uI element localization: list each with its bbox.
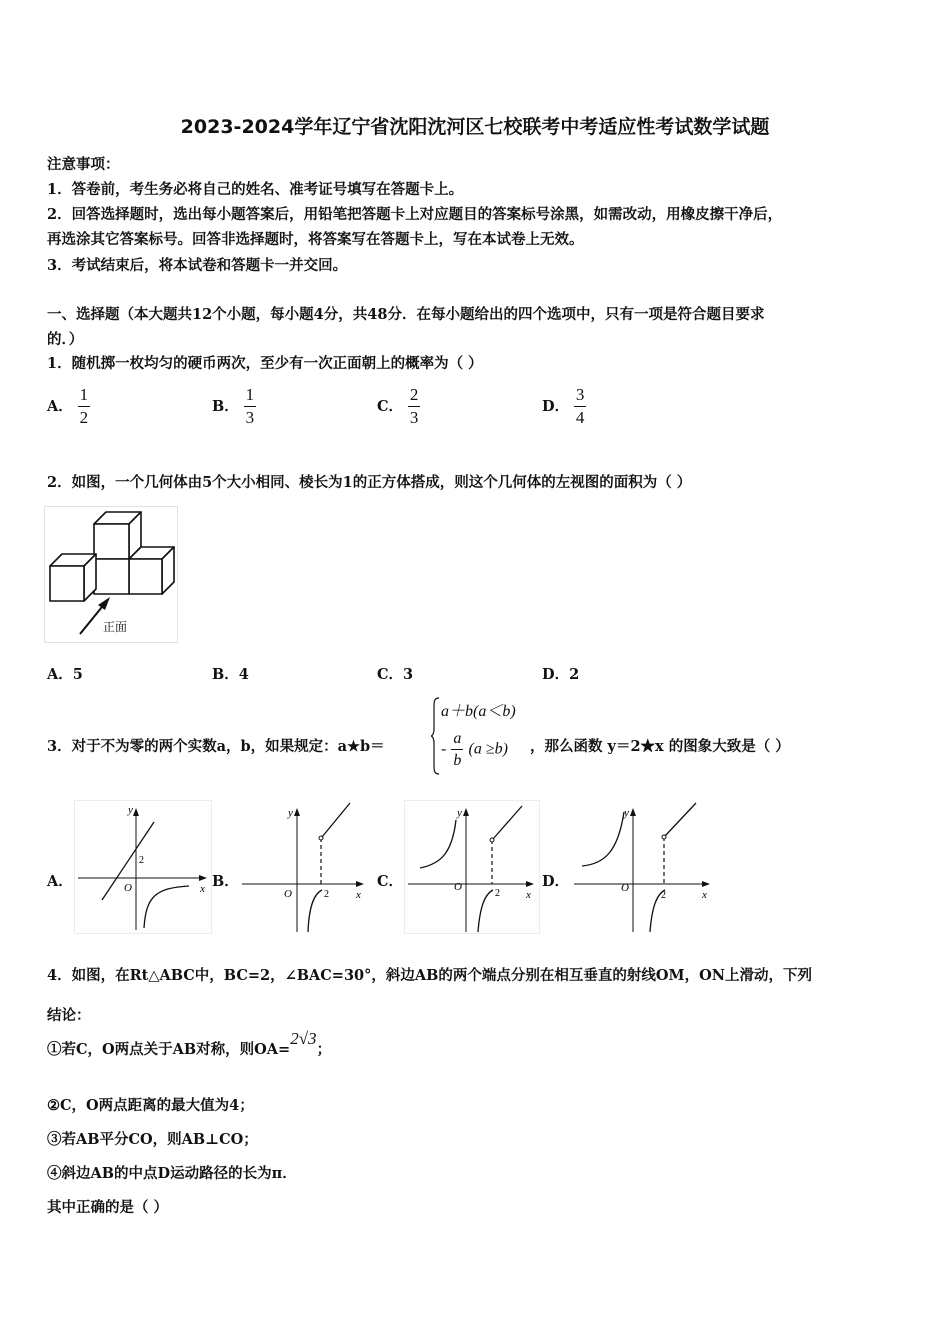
svg-text:O: O <box>621 882 629 894</box>
q2-option-d[interactable]: D．2 <box>542 666 580 683</box>
notice-item-3: 3．考试结束后，将本试卷和答题卡一并交回。 <box>47 257 348 274</box>
svg-text:2: 2 <box>661 890 666 901</box>
q1-option-a[interactable] <box>47 385 90 428</box>
q1-option-c-fraction: $\frac{2}{3}$ <box>409 385 419 427</box>
q4-conclusion-3: ③若AB平分CO，则AB⊥CO； <box>47 1131 258 1148</box>
q4-stem-line1: 4．如图，在Rt△ABC中，BC=2，∠BAC=30°，斜边AB的两个端点分别在相互垂直的射线OM，ON上滑动，下列 <box>47 967 812 984</box>
svg-text:x: x <box>356 889 361 901</box>
q4-question: 其中正确的是（ ） <box>47 1199 169 1216</box>
q3-stem-right: ，那么函数 y＝2★x 的图象大致是（ ） <box>530 738 790 755</box>
q1-option-d[interactable] <box>542 385 586 428</box>
q4-stem-line2: 结论： <box>47 1007 91 1024</box>
svg-text:y: y <box>457 807 462 819</box>
svg-text:x: x <box>200 883 205 895</box>
svg-text:x: x <box>526 889 531 901</box>
svg-text:x: x <box>702 889 707 901</box>
q1-option-c-label: C． <box>377 398 404 415</box>
q4-conclusion-2: ②C，O两点距离的最大值为4； <box>47 1097 254 1114</box>
q2-front-label: 正面 <box>103 620 128 634</box>
q3-option-c[interactable]: C． <box>377 873 404 890</box>
q4-conclusion-1: ①若C，O两点关于AB对称，则OA=2√3； <box>47 1029 332 1058</box>
svg-text:y: y <box>624 807 629 819</box>
svg-text:y: y <box>288 807 293 819</box>
q3-graph-a <box>74 800 212 934</box>
q3-graph-b <box>238 800 368 934</box>
q3-stem-left: 3．对于不为零的两个实数a，b，如果规定：a★b＝ <box>47 738 385 755</box>
svg-text:2: 2 <box>495 888 500 899</box>
page-title: 2023-2024学年辽宁省沈阳沈河区七校联考中考适应性考试数学试题 <box>180 116 770 138</box>
q4-conclusion-1-math: 2√3 <box>290 1029 317 1048</box>
q3-option-d[interactable]: D． <box>542 873 570 890</box>
q1-stem: 1．随机掷一枚均匀的硬币两次，至少有一次正面朝上的概率为（ ） <box>47 355 483 372</box>
q3-option-a[interactable]: A． <box>47 873 73 890</box>
q3-graph-c <box>404 800 540 934</box>
q3-case-2-fraction: $\frac{a}{b}$ <box>453 730 462 769</box>
q1-option-a-label: A． <box>47 398 73 415</box>
q4-conclusion-4: ④斜边AB的中点D运动路径的长为π． <box>47 1165 297 1182</box>
q3-brace <box>430 697 440 775</box>
q1-option-d-fraction: $\frac{3}{4}$ <box>575 385 585 427</box>
q3-graph-d <box>570 800 716 934</box>
notice-heading: 注意事项： <box>47 156 120 173</box>
q3-case-1: a＋b(a＜b) <box>441 703 516 720</box>
q1-option-b-fraction: $\frac{1}{3}$ <box>245 385 255 427</box>
section-heading-cont: 的．） <box>47 331 84 348</box>
q1-option-a-fraction: $\frac{1}{2}$ <box>79 385 89 427</box>
q2-option-c[interactable]: C．3 <box>377 666 414 683</box>
notice-item-2: 2．回答选择题时，选出每小题答案后，用铅笔把答题卡上对应题目的答案标号涂黑，如需改动，用橡皮擦干净后， <box>47 206 783 223</box>
q3-case-2: - $\frac{a}{b}$ (a ≥b) <box>441 730 508 769</box>
q2-option-b[interactable]: B．4 <box>212 666 249 683</box>
notice-item-2-cont: 再选涂其它答案标号。回答非选择题时，将答案写在答题卡上，写在本试卷上无效。 <box>47 231 584 248</box>
svg-text:O: O <box>454 881 462 893</box>
svg-text:2: 2 <box>139 855 144 866</box>
q1-option-b[interactable] <box>212 385 256 428</box>
section-heading: 一、选择题（本大题共12个小题，每小题4分，共48分．在每小题给出的四个选项中，只有一项是符合题目要求 <box>47 306 765 323</box>
svg-text:2: 2 <box>324 889 329 900</box>
q1-option-b-label: B． <box>212 398 239 415</box>
svg-text:y: y <box>128 804 133 816</box>
notice-item-1: 1．答卷前，考生务必将自己的姓名、准考证号填写在答题卡上。 <box>47 181 464 198</box>
q2-stem: 2．如图，一个几何体由5个大小相同、棱长为1的正方体搭成，则这个几何体的左视图的面积为（ ） <box>47 474 692 491</box>
q1-option-d-label: D． <box>542 398 570 415</box>
q3-option-b[interactable]: B． <box>212 873 239 890</box>
q1-option-c[interactable] <box>377 385 420 428</box>
svg-text:O: O <box>284 888 292 900</box>
svg-text:O: O <box>124 882 132 894</box>
q2-option-a[interactable]: A．5 <box>47 666 83 683</box>
